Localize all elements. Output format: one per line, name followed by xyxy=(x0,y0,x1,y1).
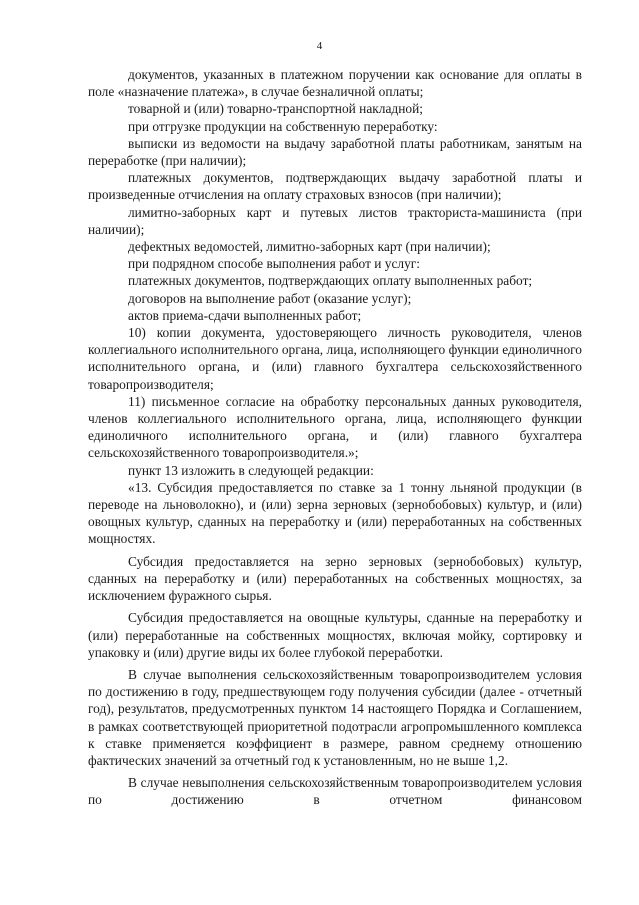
paragraph: при подрядном способе выполнения работ и услуг: xyxy=(128,256,421,272)
paragraph: договоров на выполнение работ (оказание услуг); xyxy=(128,290,412,306)
paragraph: 10) копии документа, удостоверяющего личность руководителя, членов коллегиального исполнительного органа, лица, исполняющего функции единоличного исполнительного органа, и (или) главного бухгалтера сельскохозяйственного товаропроизводителя; xyxy=(88,325,582,392)
paragraph: «13. Субсидия предоставляется по ставке за 1 тонну льняной продукции (в переводе на льноволокно), и (или) зерна зерновых (зернобобовых) культур, и (или) овощных культур, сданных на переработку и (или) переработанных на собственных мощностях. xyxy=(88,479,582,547)
paragraph: документов, указанных в платежном поручении как основание для оплаты в поле «назначение платежа», в случае безналичной оплаты; xyxy=(88,67,582,100)
paragraph: 11) письменное согласие на обработку персональных данных руководителя, членов коллегиального исполнительного органа, лица, исполняющего функции единоличного исполнительного органа, и (или) главного бухгалтера сельскохозяйственного товаропроизводителя.»; xyxy=(88,393,582,461)
paragraph: пункт 13 изложить в следующей редакции: xyxy=(128,462,374,478)
paragraph: В случае невыполнения сельскохозяйственным товаропроизводителем условия по достижению в отчетном финансовом xyxy=(88,775,582,808)
page-number: 4 xyxy=(316,40,323,52)
paragraph: Субсидия предоставляется на зерно зерновых (зернобобовых) культур, сданных на переработку и (или) переработанных на собственных мощностях, за исключением фуражного сырья. xyxy=(88,553,582,604)
paragraph: платежных документов, подтверждающих оплату выполненных работ; xyxy=(128,273,533,289)
paragraph: товарной и (или) товарно-транспортной накладной; xyxy=(128,101,423,117)
paragraph: В случае выполнения сельскохозяйственным товаропроизводителем условия по достижению в году, предшествующем году получения субсидии (далее - отчетный год), результатов, предусмотренных пунктом 14 настоящего Порядка и Соглашением, в рамках соответствующей приоритетной подотрасли агропромышленного комплекса к ставке применяется коэффициент в размере, равном среднему отношению фактических значений за отчетный год к установленным, но не выше 1,2. xyxy=(88,666,582,768)
paragraph: актов приема-сдачи выполненных работ; xyxy=(128,307,362,323)
paragraph: лимитно-заборных карт и путевых листов тракториста-машиниста (при наличии); xyxy=(88,204,582,237)
paragraph: платежных документов, подтверждающих выдачу заработной платы и произведенные отчисления на оплату страховых взносов (при наличии); xyxy=(88,170,582,203)
paragraph: Субсидия предоставляется на овощные культуры, сданные на переработку и (или) переработанные на собственных мощностях, включая мойку, сортировку и упаковку и (или) другие виды их более глубокой переработки. xyxy=(88,610,582,660)
paragraph: выписки из ведомости на выдачу заработной платы работникам, занятым на переработке (при наличии); xyxy=(88,135,582,169)
paragraph: при отгрузке продукции на собственную переработку: xyxy=(128,118,438,134)
paragraph: дефектных ведомостей, лимитно-заборных карт (при наличии); xyxy=(128,239,491,255)
document-body xyxy=(88,66,582,809)
